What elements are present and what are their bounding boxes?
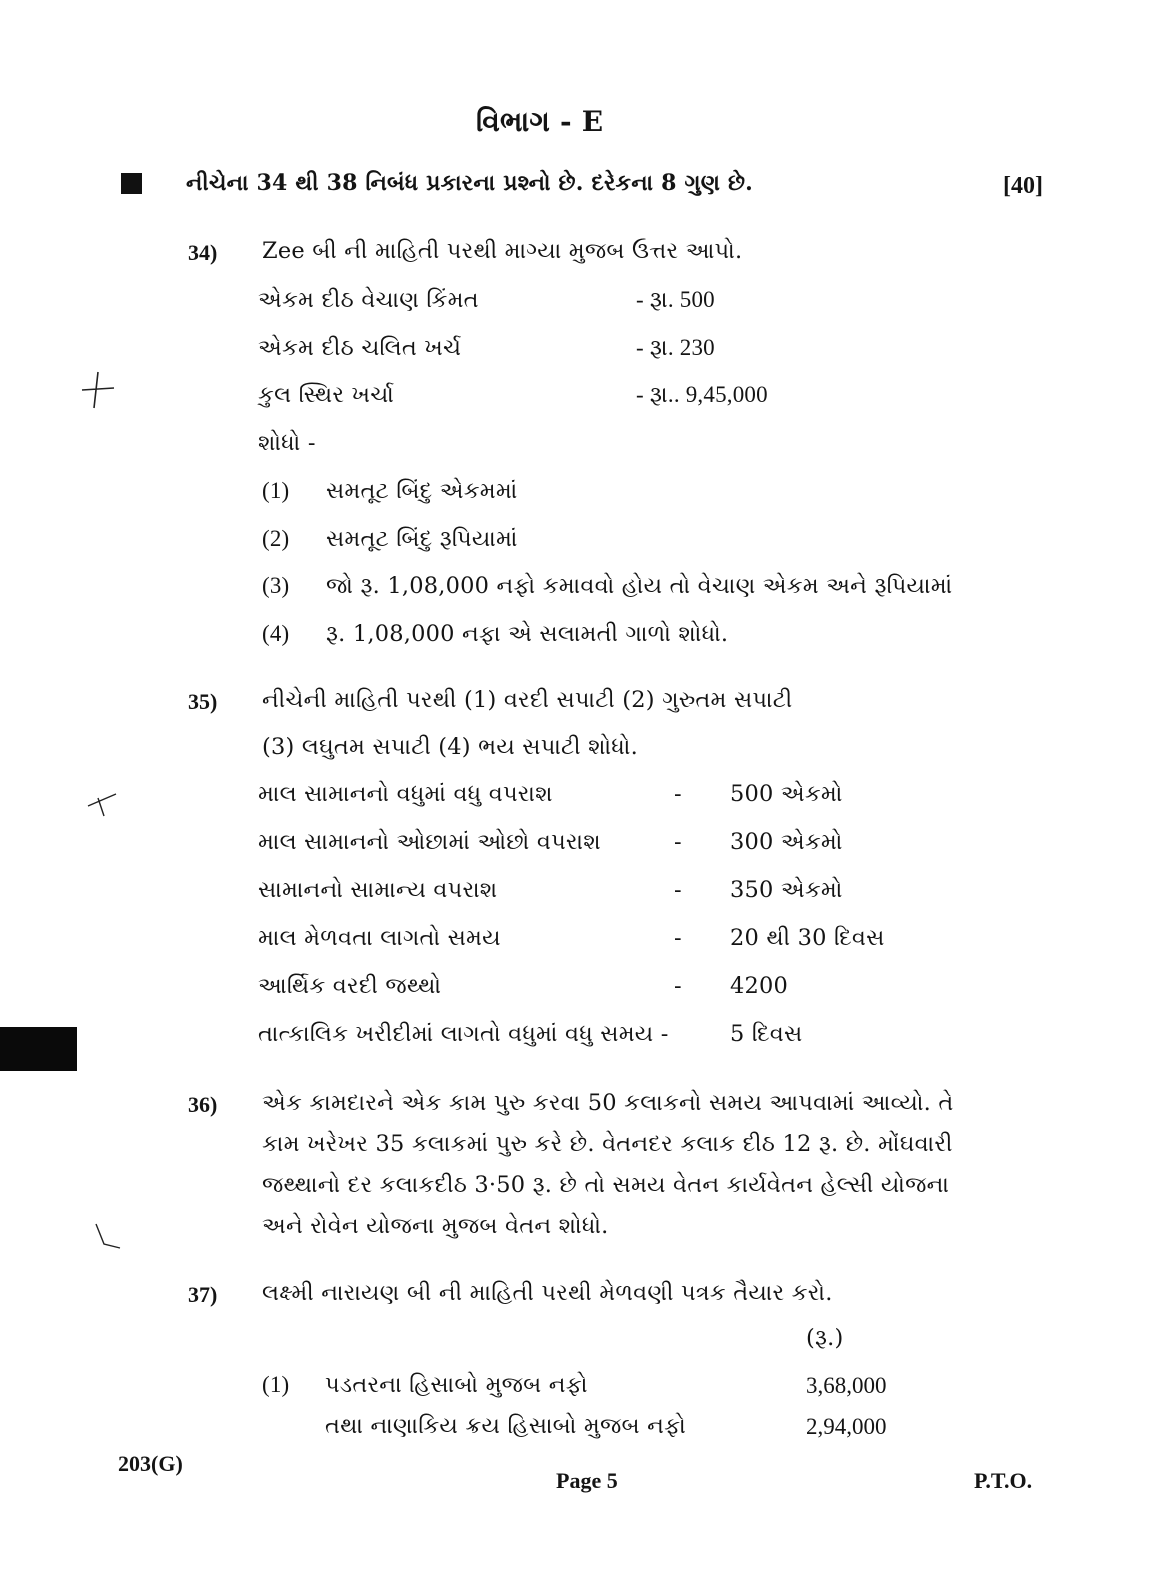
table-row [258, 973, 898, 1021]
section-title: વિભાગ - E [476, 105, 604, 138]
find-label: શોધો - [258, 429, 316, 456]
sub-text: સમતૂટ બિંદુ રૂપિયામાં [326, 525, 518, 552]
list-item [262, 478, 982, 526]
question-text: લક્ષ્મી નારાયણ બી ની માહિતી પરથી મેળવણી પત્રક તૈયાર કરો. [262, 1280, 833, 1306]
pto-label: P.T.O. [974, 1468, 1033, 1493]
table-row [258, 781, 898, 829]
sub-number: (1) [262, 1372, 290, 1397]
question-text-line: એક કામદારને એક કામ પુરુ કરવા 50 કલાકનો સમય આપવામાં આવ્યો. તે [262, 1090, 954, 1116]
row-dash: - [674, 973, 682, 999]
q34-data-table [258, 287, 858, 477]
table-row [258, 335, 858, 383]
row-value: 3,68,000 [806, 1373, 887, 1398]
sub-number: (2) [262, 525, 290, 551]
pen-mark-icon [86, 1218, 126, 1258]
currency-label: (રૂ.) [806, 1325, 844, 1351]
row-label: તથા નાણાકિય ક્રય હિસાબો મુજબ નફો [325, 1413, 686, 1439]
question-text: Zee બી ની માહિતી પરથી માગ્યા મુજબ ઉત્તર આપો. [262, 238, 743, 264]
question-text: નીચેની માહિતી પરથી (1) વરદી સપાટી (2) ગુરુતમ સપાટી [262, 687, 793, 713]
row-label: એકમ દીઠ વેચાણ કિંમત [258, 287, 479, 313]
page-number: Page 5 [556, 1468, 618, 1493]
row-label: સામાનનો સામાન્ય વપરાશ [258, 877, 498, 903]
row-dash: - [674, 877, 682, 903]
row-value: 2,94,000 [806, 1414, 887, 1439]
table-row [258, 287, 858, 335]
row-value: - રૂા.. 9,45,000 [636, 382, 768, 407]
redaction-block [0, 1027, 77, 1071]
row-value: - રૂા. 230 [636, 334, 715, 360]
row-label: આર્થિક વરદી જથ્થો [258, 973, 442, 999]
table-row [258, 829, 898, 877]
question-number: 34) [188, 240, 218, 265]
row-label: માલ મેળવતા લાગતો સમય [258, 925, 501, 951]
question-text-continued: (3) લઘુતમ સપાટી (4) ભય સપાટી શોધો. [262, 734, 638, 760]
row-label: માલ સામાનનો ઓછામાં ઓછો વપરાશ [258, 829, 601, 855]
table-row [258, 1021, 898, 1069]
sub-number: (3) [262, 573, 290, 598]
row-label: માલ સામાનનો વધુમાં વધુ વપરાશ [258, 781, 553, 807]
row-value: 300 એકમો [730, 829, 843, 855]
pen-mark-icon [84, 786, 120, 822]
table-row [258, 877, 898, 925]
row-value: - રૂા. 500 [636, 287, 715, 312]
question-number: 36) [188, 1092, 218, 1117]
table-row [258, 430, 858, 478]
row-value: 20 થી 30 દિવસ [730, 925, 885, 951]
list-item [262, 526, 982, 574]
pen-mark-icon [78, 368, 118, 412]
row-label: પડતરના હિસાબો મુજબ નફો [325, 1372, 588, 1398]
list-item [262, 573, 982, 621]
paper-code: 203(G) [118, 1451, 183, 1476]
table-row [258, 382, 858, 430]
row-dash: - [674, 925, 682, 951]
sub-text: રૂ. 1,08,000 નફા એ સલામતી ગાળો શોધો. [326, 620, 729, 647]
sub-text: જો રૂ. 1,08,000 નફો કમાવવો હોય તો વેચાણ એકમ અને રૂપિયામાં [326, 573, 953, 599]
sub-number: (4) [262, 620, 290, 646]
row-value: 5 દિવસ [730, 1021, 803, 1047]
row-value: 4200 [730, 973, 789, 999]
question-number: 37) [188, 1282, 218, 1307]
total-marks: [40] [1003, 173, 1043, 199]
list-item [262, 621, 982, 669]
bullet-square-icon [121, 173, 142, 194]
q35-data-table [258, 781, 898, 1069]
question-text-line: કામ ખરેખર 35 કલાકમાં પુરુ કરે છે. વેતનદર કલાક દીઠ 12 રૂ. છે. મોંઘવારી [262, 1131, 953, 1157]
q34-subquestions [262, 478, 982, 668]
table-row [258, 925, 898, 973]
sub-text: સમતૂટ બિંદુ એકમમાં [326, 478, 518, 504]
sub-number: (1) [262, 478, 290, 503]
question-text-line: જથ્થાનો દર કલાકદીઠ 3·50 રૂ. છે તો સમય વેતન કાર્યવેતન હેલ્સી યોજના [262, 1172, 950, 1198]
question-number: 35) [188, 689, 218, 714]
row-label: કુલ સ્થિર ખર્ચા [258, 382, 394, 408]
row-dash: - [674, 829, 682, 855]
question-text-line: અને રોવેન યોજના મુજબ વેતન શોધો. [262, 1213, 609, 1239]
row-label: તાત્કાલિક ખરીદીમાં લાગતો વધુમાં વધુ સમય - [258, 1021, 669, 1047]
row-value: 350 એકમો [730, 877, 843, 903]
instruction-text: નીચેના 34 થી 38 નિબંધ પ્રકારના પ્રશ્નો છે. દરેકના 8 ગુણ છે. [186, 170, 754, 196]
row-label: એકમ દીઠ ચલિત ખર્ચ [258, 334, 462, 361]
row-dash: - [674, 781, 682, 807]
row-value: 500 એકમો [730, 781, 843, 807]
